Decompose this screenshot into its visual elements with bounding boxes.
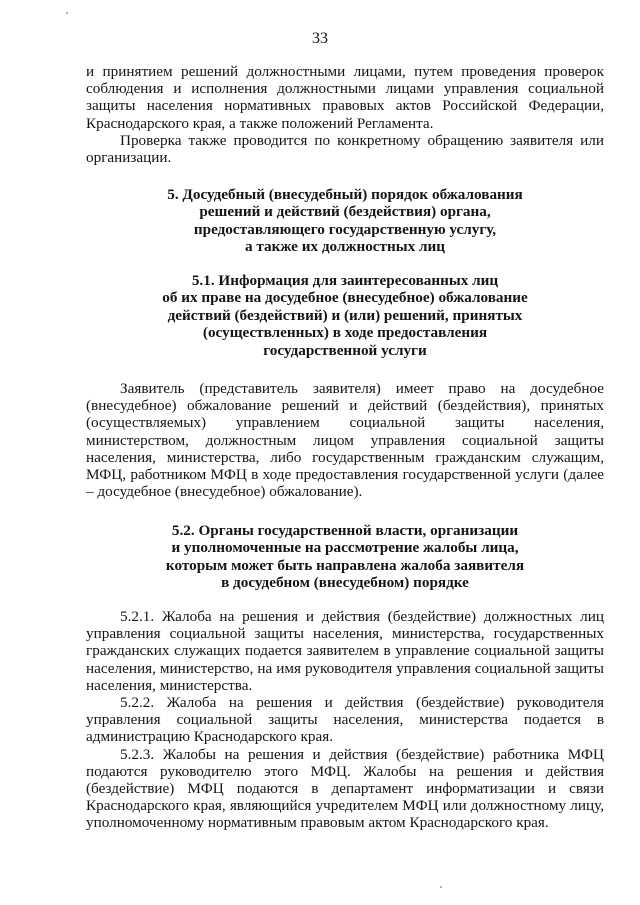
section-5-1-text: [86, 380, 604, 500]
section-5-1-heading: [86, 272, 604, 359]
section-5-2-heading-line: 5.2. Органы государственной власти, организации: [171, 522, 519, 539]
section-5-2-text: [86, 608, 604, 832]
section-5-1-heading-line: об их праве на досудебное (внесудебное) обжалование: [162, 289, 528, 307]
paragraph-5-2-3: 5.2.3. Жалобы на решения и действия (бездействие) работника МФЦ подаются руководителю этого МФЦ. Жалобы на решения и действия (бездействие) МФЦ подаются в департамент информатизации и связи Краснодарского края, являющийся учредителем МФЦ или должностному лицу, уполномоченному нормативным правовым актом Краснодарского края.: [86, 745, 604, 832]
intro-paragraph-continuation: и принятием решений должностными лицами, путем проведения проверок соблюдения и исполнения должностными лицами управления социальной защиты населения нормативных правовых актов Российской Федерации, Краснодарского края, а также положений Регламента.: [86, 63, 604, 132]
section-5-2-heading-line: в досудебном (внесудебном) порядке: [221, 574, 469, 592]
page-number: 33: [312, 30, 328, 47]
scan-speck: [440, 886, 442, 888]
section-5-2-heading-line: которым может быть направлена жалоба заявителя: [165, 556, 525, 574]
section-5-heading-line: а также их должностных лиц: [244, 238, 446, 256]
intro-text: [86, 63, 604, 166]
section-5-heading-line: 5. Досудебный (внесудебный) порядок обжалования: [167, 186, 523, 203]
section-5-2-heading: [86, 522, 604, 592]
paragraph-5-2-1: 5.2.1. Жалоба на решения и действия (бездействие) должностных лиц управления социальной защиты населения, министерства, государственных гражданских служащих подается заявителем в управление социальной защиты населения, министерство, на имя руководителя управления социальной защиты населения, министерства.: [86, 608, 604, 694]
section-5-1-heading-line: государственной услуги: [263, 341, 427, 359]
section-5-heading-line: решений и действий (бездействия) органа,: [199, 203, 491, 221]
section-5-heading-line: предоставляющего государственную услугу,: [193, 220, 497, 238]
section-5-1-paragraph: Заявитель (представитель заявителя) имеет право на досудебное (внесудебное) обжалование решений и действий (бездействия), принятых (осуществляемых) управлением социальной защиты населения, министерством, должностным лицом управления социальной защиты населения, министерства, либо государственным гражданским служащим, МФЦ, работником МФЦ в ходе предоставления государственной услуги (далее – досудебное (внесудебное) обжалование).: [86, 380, 604, 501]
section-5-1-heading-line: (осуществленных) в ходе предоставления: [202, 324, 488, 342]
section-5-2-heading-line: и уполномоченные на рассмотрение жалобы лица,: [171, 539, 519, 557]
scan-speck: [66, 12, 68, 14]
section-5-heading: [86, 186, 604, 256]
intro-paragraph-inspection: Проверка также проводится по конкретному обращению заявителя или организации.: [86, 131, 604, 167]
section-5-1-heading-line: 5.1. Информация для заинтересованных лиц: [191, 272, 499, 289]
section-5-1-heading-line: действий (бездействий) и (или) решений, принятых: [167, 306, 523, 324]
paragraph-5-2-2: 5.2.2. Жалоба на решения и действия (бездействие) руководителя управления социальной защиты населения, министерства подается в администрацию Краснодарского края.: [86, 694, 604, 746]
